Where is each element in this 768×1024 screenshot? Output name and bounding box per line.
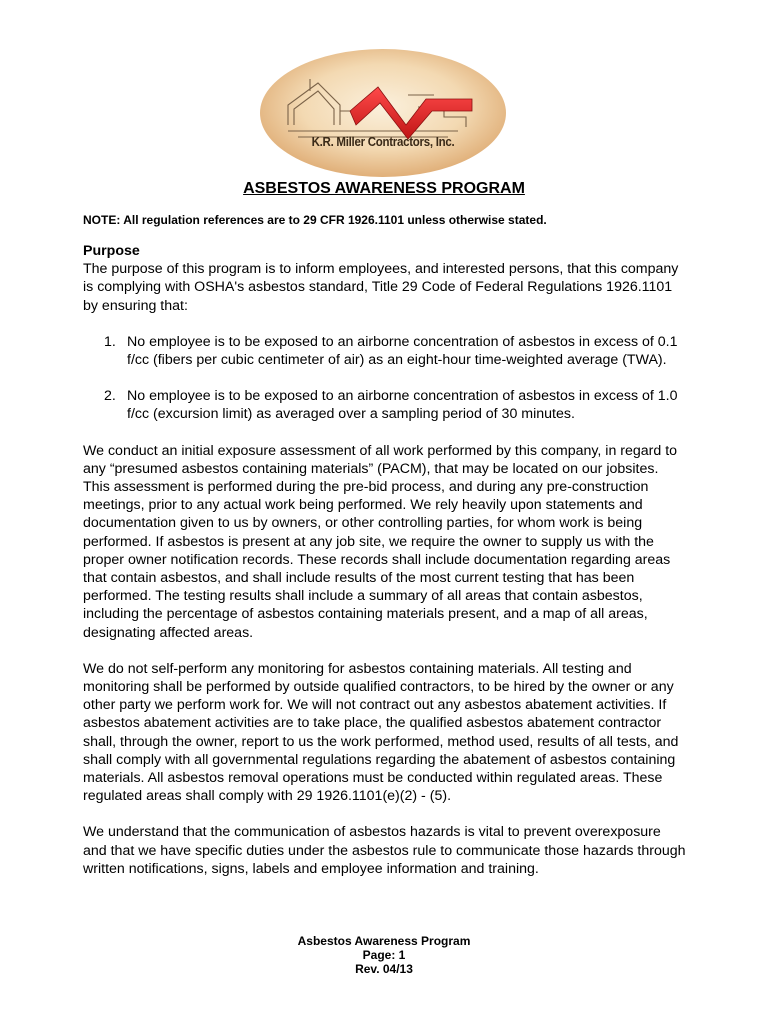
paragraph-monitoring: We do not self-perform any monitoring for asbestos containing materials. All testing and monitoring shall be performed by outside qualified contractors, to be hired by the owner or any other party we perform work for. We will not contract out any asbestos abatement activities. If asbestos abatement activities are to take place, the qualified asbestos abatement contractor shall, through the owner, report to us the work performed, method used, results of all tests, and shall comply with all governmental regulations regarding the abatement of asbestos containing materials. All asbestos removal operations must be conducted within regulated areas. These regulated areas shall comply with 29 1926.1101(e)(2) - (5). <box>83 660 679 805</box>
logo-oval <box>260 49 506 177</box>
purpose-intro: The purpose of this program is to inform employees, and interested persons, that this company is complying with OSHA's asbestos standard, Title 29 Code of Federal Regulations 1926.1101 by ensuring that: <box>83 261 679 314</box>
document-body <box>83 242 688 896</box>
paragraph-hazard-communication: We understand that the communication of asbestos hazards is vital to prevent overexposure and that we have specific duties under the asbestos rule to communicate those hazards through written notifications, signs, labels and employee information and training. <box>83 824 686 877</box>
list-item-text: No employee is to be exposed to an airborne concentration of asbestos in excess of 1.0 f/cc (excursion limit) as averaged over a sampling period of 30 minutes. <box>127 388 678 423</box>
purpose-heading: Purpose <box>83 243 140 259</box>
logo-graphic <box>258 47 508 179</box>
list-item-number: 2. <box>104 388 116 405</box>
page-footer <box>0 934 768 976</box>
regulation-note: NOTE: All regulation references are to 29 CFR 1926.1101 unless otherwise stated. <box>83 213 547 227</box>
list-item <box>83 387 688 423</box>
requirements-list <box>83 333 688 424</box>
company-logo <box>258 47 508 179</box>
footer-page-number: Page: 1 <box>362 948 406 962</box>
list-item <box>83 333 688 369</box>
document-title: ASBESTOS AWARENESS PROGRAM <box>243 180 525 197</box>
logo-company-name: K.R. Miller Contractors, Inc. <box>311 135 455 149</box>
footer-revision: Rev. 04/13 <box>355 962 413 976</box>
list-item-number: 1. <box>104 333 116 350</box>
footer-doc-name: Asbestos Awareness Program <box>297 934 471 948</box>
paragraph-exposure-assessment: We conduct an initial exposure assessment of all work performed by this company, in regard to any “presumed asbestos containing materials” (PACM), that may be located on our jobsites. This assessment is performed during the pre-bid process, and during any pre-construction meetings, prior to any actual work being performed. We rely heavily upon statements and documentation given to us by owners, or other controlling parties, for whom work is being performed. If asbestos is present at any job site, we require the owner to supply us with the proper owner notification records. These records shall include documentation regarding areas that contain asbestos, and shall include results of the most current testing that has been performed. The testing results shall include a summary of all areas that contain asbestos, including the percentage of asbestos containing materials present, and a map of all areas, designating affected areas. <box>83 442 678 641</box>
list-item-text: No employee is to be exposed to an airborne concentration of asbestos in excess of 0.1 f/cc (fibers per cubic centimeter of air) as an eight-hour time-weighted average (TWA). <box>127 333 678 369</box>
